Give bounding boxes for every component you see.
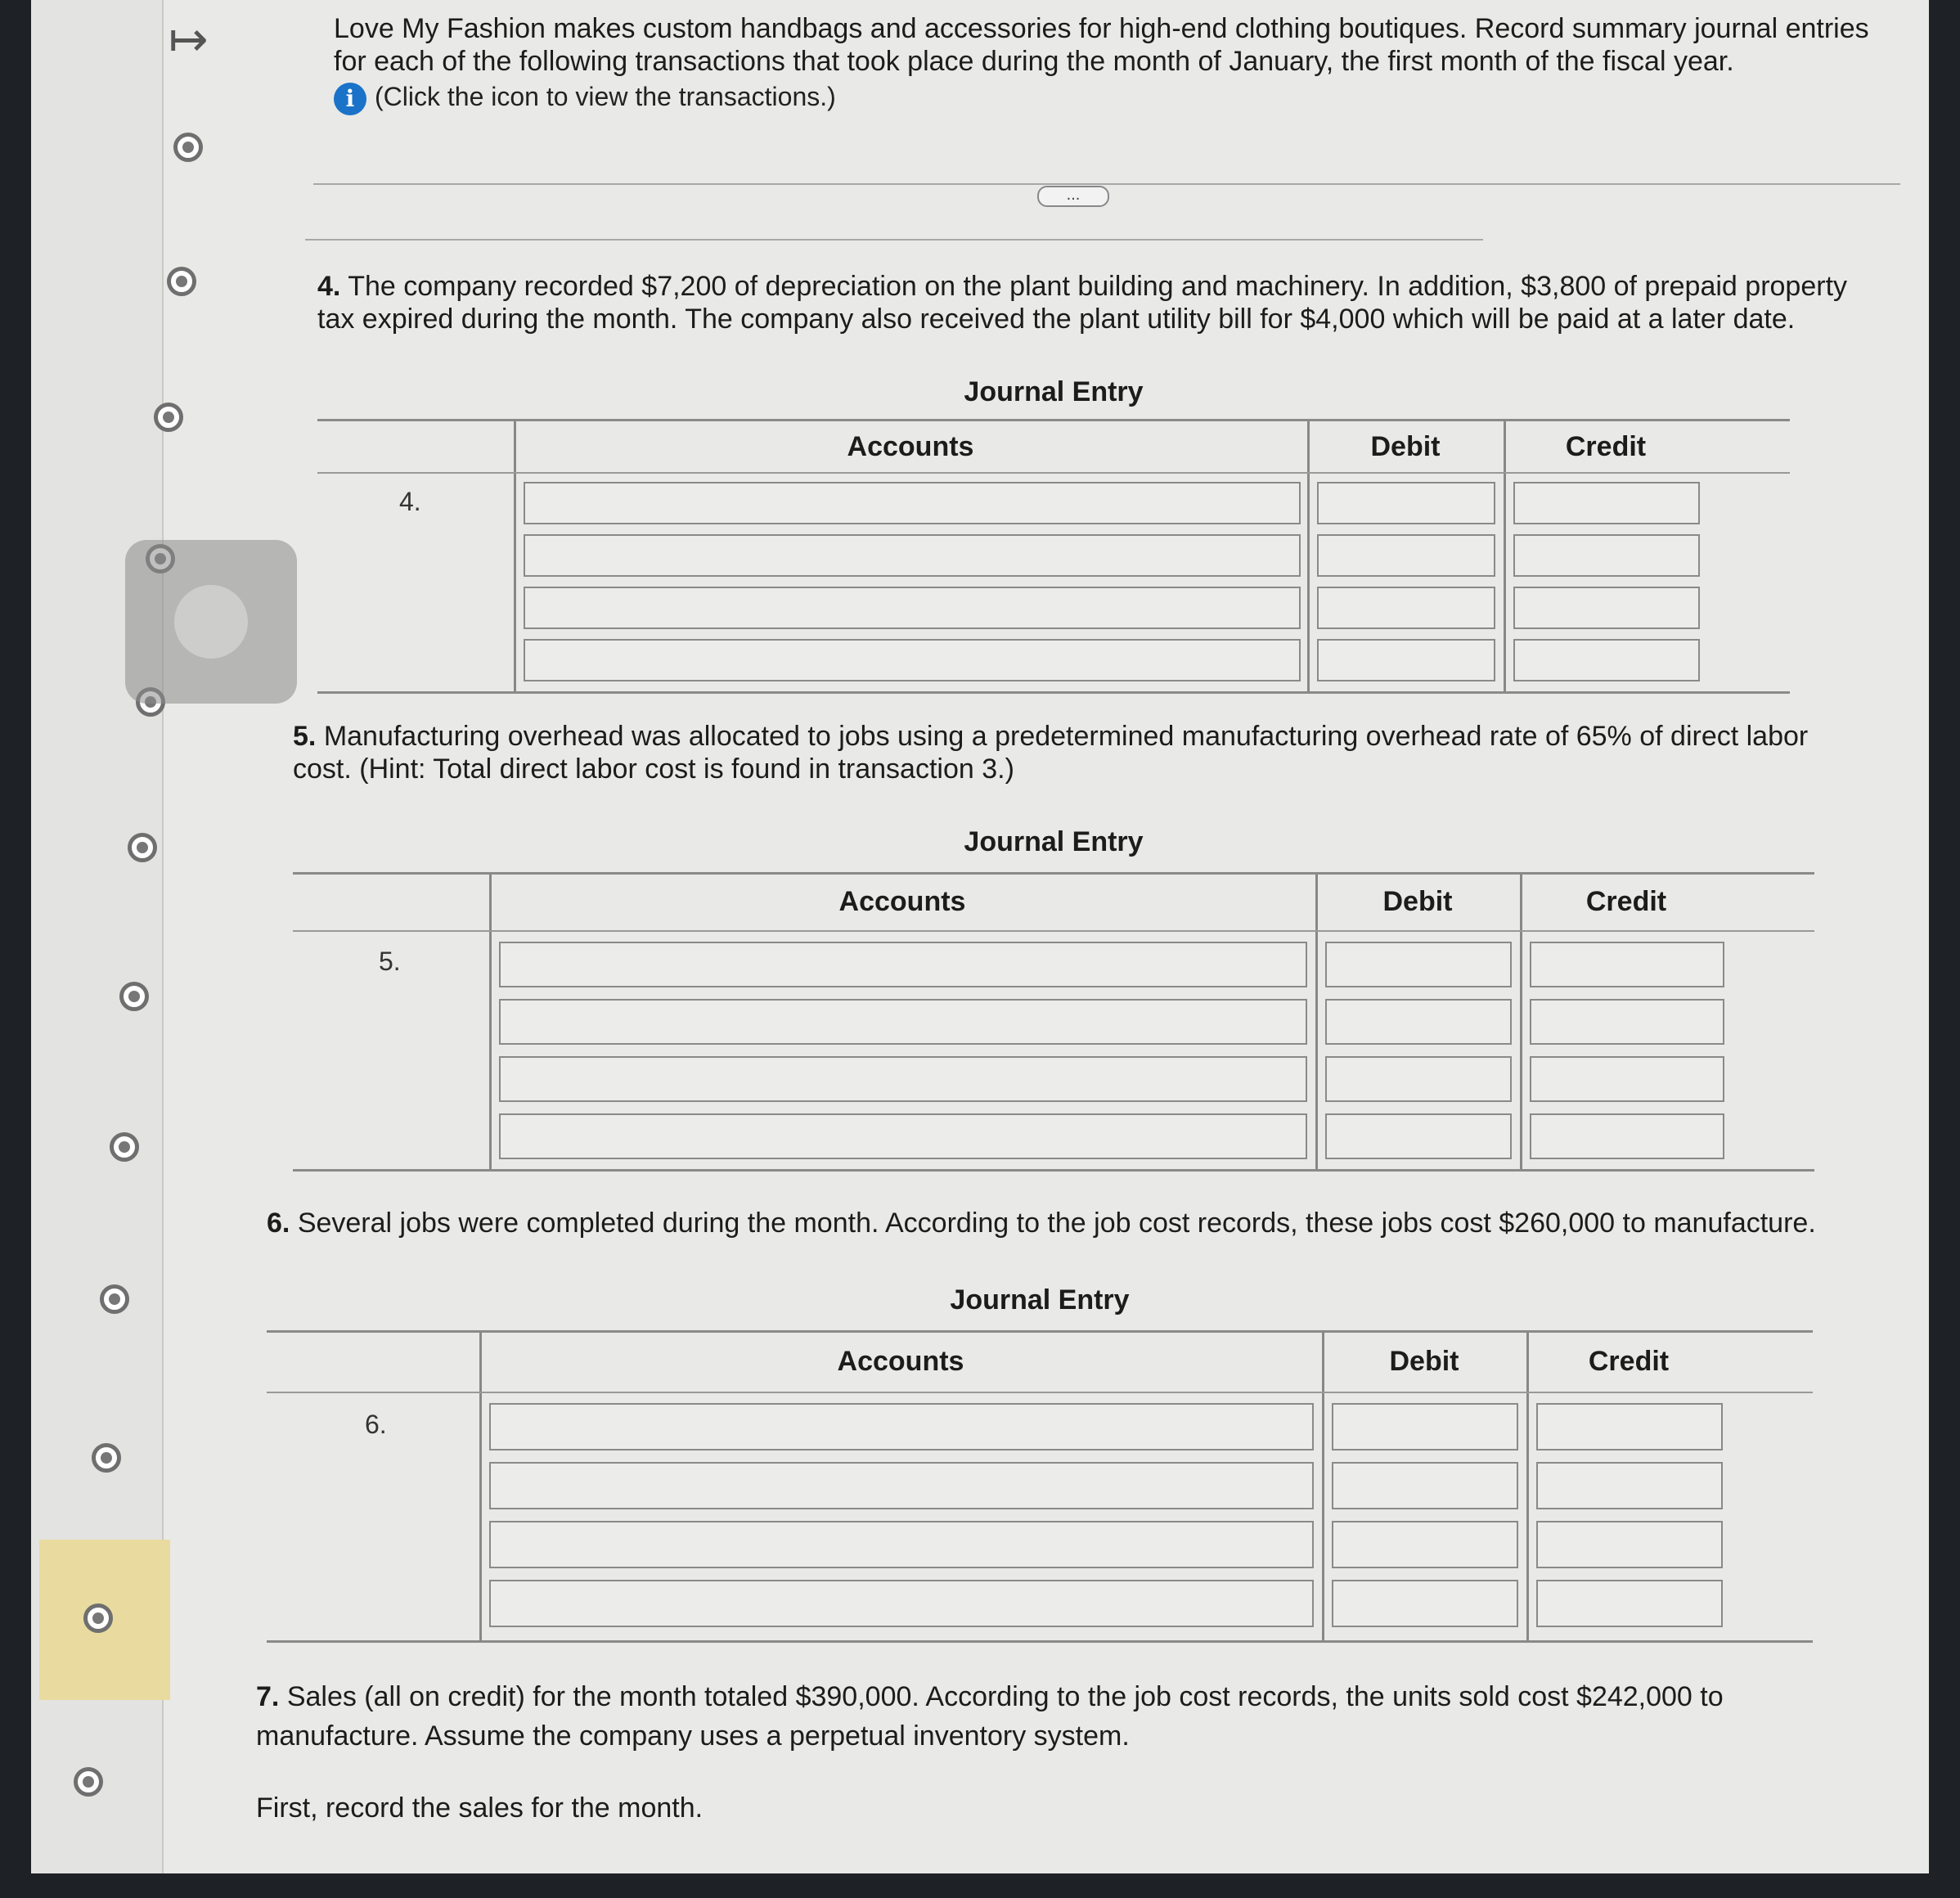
column-divider <box>1315 875 1318 1169</box>
credit-input-3[interactable] <box>1530 1056 1724 1102</box>
header-divider <box>293 930 1814 932</box>
column-divider <box>479 1333 482 1640</box>
account-input-2[interactable] <box>499 999 1307 1045</box>
nav-radio-2[interactable] <box>167 267 196 296</box>
debit-input-3[interactable] <box>1325 1056 1512 1102</box>
question-nav-sidebar <box>31 0 164 1873</box>
view-transactions-link[interactable] <box>334 82 836 115</box>
credit-input-4[interactable] <box>1530 1113 1724 1159</box>
question-7-body: Sales (all on credit) for the month totaled $390,000. According to the job cost records, the units sold cost $242,000 to manufacture. Assume the company uses a perpetual inventory system. <box>256 1681 1724 1752</box>
collapse-arrow-icon[interactable]: ↦ <box>169 13 209 66</box>
row-label: 5. <box>379 947 401 976</box>
accounts-header: Accounts <box>837 1346 964 1377</box>
journal-entry-table <box>293 872 1814 1172</box>
question-6-text <box>267 1207 1903 1239</box>
debit-input-4[interactable] <box>1317 639 1495 681</box>
credit-input-1[interactable] <box>1530 942 1724 987</box>
account-input-4[interactable] <box>524 639 1301 681</box>
account-input-2[interactable] <box>489 1462 1314 1509</box>
question-4-text <box>317 270 1872 335</box>
debit-input-4[interactable] <box>1332 1580 1518 1627</box>
nav-radio-1[interactable] <box>173 133 203 162</box>
credit-header: Credit <box>1588 1346 1670 1377</box>
credit-input-3[interactable] <box>1536 1521 1723 1568</box>
account-input-1[interactable] <box>524 482 1301 524</box>
nav-radio-8[interactable] <box>110 1132 139 1162</box>
question-7-section <box>256 1677 1892 1841</box>
debit-input-1[interactable] <box>1325 942 1512 987</box>
account-input-3[interactable] <box>489 1521 1314 1568</box>
debit-header: Debit <box>1389 1346 1459 1377</box>
journal-entry-table <box>267 1330 1813 1643</box>
accounts-header: Accounts <box>847 431 974 462</box>
credit-input-2[interactable] <box>1530 999 1724 1045</box>
account-input-4[interactable] <box>489 1580 1314 1627</box>
journal-entry-6 <box>267 1284 1813 1644</box>
nav-radio-3[interactable] <box>154 403 183 432</box>
question-5-number: 5. <box>293 721 317 752</box>
account-input-3[interactable] <box>524 587 1301 629</box>
credit-input-4[interactable] <box>1536 1580 1723 1627</box>
credit-input-1[interactable] <box>1513 482 1700 524</box>
column-divider <box>1520 875 1522 1169</box>
header-divider <box>267 1392 1813 1393</box>
nav-radio-12[interactable] <box>74 1767 103 1797</box>
question-5-body: Manufacturing overhead was allocated to jobs using a predetermined manufacturing overhead rate of 65% of direct labor cost. (Hint: Total direct labor cost is found in transaction 3.) <box>293 721 1809 785</box>
question-5-section <box>293 720 1888 1178</box>
journal-entry-table <box>317 419 1790 694</box>
nav-radio-10[interactable] <box>92 1443 121 1473</box>
question-4-number: 4. <box>317 271 341 302</box>
credit-input-2[interactable] <box>1536 1462 1723 1509</box>
question-4-body: The company recorded $7,200 of depreciation on the plant building and machinery. In addition, $3,800 of prepaid property tax expired during the month. The company also received the plant utility bill for $4,000 which will be paid at a later date. <box>317 271 1848 335</box>
account-input-4[interactable] <box>499 1113 1307 1159</box>
debit-input-2[interactable] <box>1325 999 1512 1045</box>
debit-input-2[interactable] <box>1332 1462 1518 1509</box>
question-7-text <box>256 1677 1884 1756</box>
journal-entry-title: Journal Entry <box>964 376 1144 407</box>
divider <box>313 183 1900 185</box>
more-options-button[interactable]: ... <box>1037 186 1109 207</box>
account-input-1[interactable] <box>489 1403 1314 1450</box>
account-input-3[interactable] <box>499 1056 1307 1102</box>
credit-input-2[interactable] <box>1513 534 1700 577</box>
question-4-section <box>317 270 1888 695</box>
debit-header: Debit <box>1382 886 1453 917</box>
column-divider <box>1322 1333 1324 1640</box>
credit-input-1[interactable] <box>1536 1403 1723 1450</box>
divider <box>305 239 1483 241</box>
nav-radio-9[interactable] <box>100 1284 129 1314</box>
account-input-1[interactable] <box>499 942 1307 987</box>
debit-input-3[interactable] <box>1317 587 1495 629</box>
intro-text: Love My Fashion makes custom handbags and accessories for high-end clothing boutiques. Record summary journal entries for each of the following transactions that took place during the month of January, the first month of the fiscal year. <box>334 13 1869 77</box>
nav-radio-7[interactable] <box>119 982 149 1011</box>
debit-header: Debit <box>1370 431 1441 462</box>
question-6-number: 6. <box>267 1208 290 1239</box>
credit-header: Credit <box>1585 886 1667 917</box>
screen <box>31 0 1929 1873</box>
question-7-number: 7. <box>256 1681 280 1712</box>
journal-entry-title: Journal Entry <box>950 1284 1130 1316</box>
accounts-header: Accounts <box>838 886 966 917</box>
info-icon[interactable]: i <box>334 83 366 115</box>
account-input-2[interactable] <box>524 534 1301 577</box>
debit-input-2[interactable] <box>1317 534 1495 577</box>
column-divider <box>489 875 492 1169</box>
journal-entry-4 <box>317 376 1790 695</box>
debit-input-3[interactable] <box>1332 1521 1518 1568</box>
journal-entry-title: Journal Entry <box>964 826 1144 857</box>
debit-input-4[interactable] <box>1325 1113 1512 1159</box>
header-divider <box>317 472 1790 474</box>
column-divider <box>1526 1333 1529 1640</box>
view-transactions-label: (Click the icon to view the transactions.) <box>375 82 836 111</box>
credit-header: Credit <box>1565 431 1647 462</box>
question-6-section <box>267 1207 1903 1648</box>
debit-input-1[interactable] <box>1317 482 1495 524</box>
row-label: 6. <box>365 1410 387 1439</box>
credit-input-3[interactable] <box>1513 587 1700 629</box>
nav-radio-11[interactable] <box>83 1603 113 1633</box>
question-content <box>211 0 1929 1873</box>
journal-entry-5 <box>293 826 1814 1170</box>
question-5-text <box>293 720 1847 785</box>
nav-radio-6[interactable] <box>128 833 157 862</box>
question-6-body: Several jobs were completed during the month. According to the job cost records, these jobs cost $260,000 to manufacture. <box>297 1208 1816 1239</box>
debit-input-1[interactable] <box>1332 1403 1518 1450</box>
row-label: 4. <box>399 487 421 516</box>
credit-input-4[interactable] <box>1513 639 1700 681</box>
question-7-subtext: First, record the sales for the month. <box>256 1792 704 1824</box>
